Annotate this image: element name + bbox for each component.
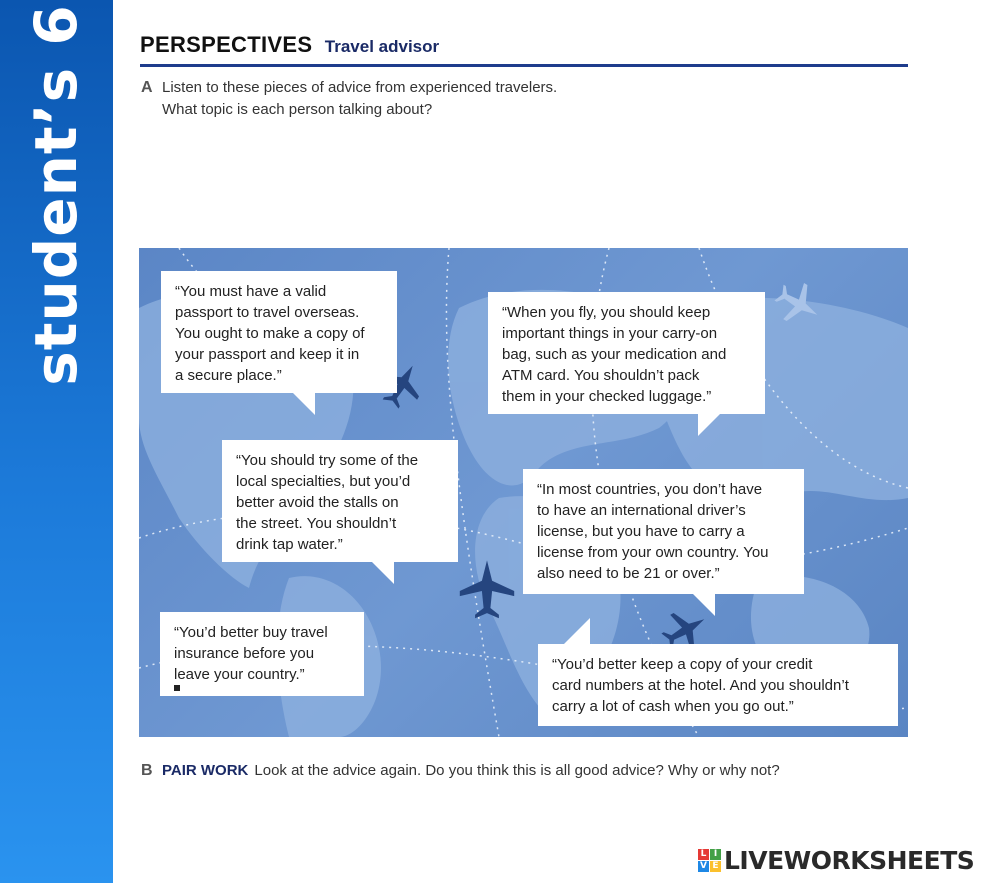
page-header xyxy=(140,32,439,58)
bubble-line: “When you fly, you should keep xyxy=(502,304,711,321)
bubble-line: insurance before you xyxy=(174,645,315,662)
world-map-illustration xyxy=(139,248,908,737)
advice-bubble-insurance xyxy=(160,612,364,696)
bubble-line: “You must have a valid xyxy=(175,283,327,300)
bubble-line: your passport and keep it in xyxy=(175,346,360,363)
bubble-line: “You should try some of the xyxy=(236,452,419,469)
bubble-line: “You’d better keep a copy of your credit xyxy=(552,656,813,673)
bubble-line: license, but you have to carry a xyxy=(537,523,745,540)
advice-bubble-driving xyxy=(523,469,804,594)
section-a-letter: A xyxy=(141,79,153,96)
bubble-line: passport to travel overseas. xyxy=(175,304,360,321)
logo-tile: I xyxy=(710,849,721,860)
section-a xyxy=(141,77,557,121)
bubble-line: license from your own country. You xyxy=(537,544,769,561)
liveworksheets-logo[interactable] xyxy=(698,846,974,875)
logo-tile: L xyxy=(698,849,709,860)
bubble-line: “In most countries, you don’t have xyxy=(537,481,763,498)
logo-tiles xyxy=(698,849,721,872)
sidebar xyxy=(0,0,113,883)
bubble-line: to have an international driver’s xyxy=(537,502,746,519)
bubble-line: leave your country.” xyxy=(174,666,305,683)
section-b-letter: B xyxy=(141,762,153,779)
bubble-line: a secure place.” xyxy=(175,367,282,384)
bubble-line: ATM card. You shouldn’t pack xyxy=(502,367,700,384)
pair-work-label: PAIR WORK xyxy=(162,762,249,779)
bubble-line: them in your checked luggage.” xyxy=(502,388,712,405)
bubble-line: drink tap water.” xyxy=(236,536,343,553)
logo-tile: V xyxy=(698,861,709,872)
advice-bubble-food xyxy=(222,440,458,562)
bubble-line: better avoid the stalls on xyxy=(236,494,399,511)
logo-tile: E xyxy=(710,861,721,872)
bubble-line: also need to be 21 or over.” xyxy=(537,565,720,582)
bubble-line: local specialties, but you’d xyxy=(236,473,411,490)
bubble-line: “You’d better buy travel xyxy=(174,624,328,641)
header-divider xyxy=(140,64,908,67)
section-b xyxy=(141,762,780,780)
bubble-line: the street. You shouldn’t xyxy=(236,515,397,532)
advice-bubble-money xyxy=(538,644,898,726)
bubble-line: bag, such as your medication and xyxy=(502,346,727,363)
page-subtitle: Travel advisor xyxy=(324,37,440,56)
section-a-line2: What topic is each person talking about? xyxy=(162,101,433,118)
bubble-line: important things in your carry-on xyxy=(502,325,718,342)
bubble-line: card numbers at the hotel. And you shouldn’t xyxy=(552,677,849,694)
section-a-line1: Listen to these pieces of advice from experienced travelers. xyxy=(162,79,558,96)
bubble-line: carry a lot of cash when you go out.” xyxy=(552,698,794,715)
page-title: PERSPECTIVES xyxy=(140,32,313,57)
sidebar-label: student’s 6 xyxy=(22,4,90,386)
advice-bubble-passport xyxy=(161,271,397,393)
advice-bubble-carry-on xyxy=(488,292,765,414)
section-b-text: Look at the advice again. Do you think this is all good advice? Why or why not? xyxy=(254,762,780,779)
bubble-line: You ought to make a copy of xyxy=(175,325,365,342)
logo-text: LIVEWORKSHEETS xyxy=(724,846,975,875)
